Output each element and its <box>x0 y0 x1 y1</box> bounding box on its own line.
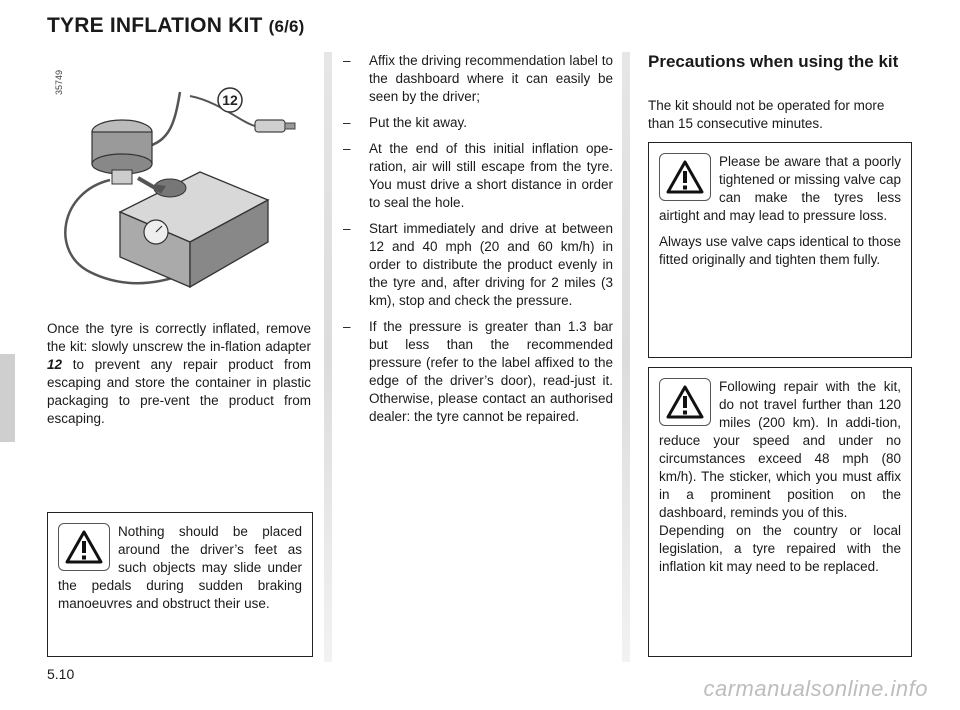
warning-text: Always use valve caps identical to those fitted originally and tighten them fully. <box>659 234 901 267</box>
list-dash: – <box>343 141 351 156</box>
warning-text: Nothing should be placed around the driver’s feet as such objects may slide under the pedals during sudden braking manoeuvres and obstruct their use. <box>58 524 302 611</box>
list-item-text: At the end of this initial inflation ope-ration, air will still escape from the tyre. You must drive a short distance in order to seal the hole. <box>369 141 613 210</box>
list-item-text: If the pressure is greater than 1.3 bar but less than the recommended pressure (refer to the label affixed to the edge of the driver’s door), read-just it. Otherwise, please contact an authorised dealer: the tyre cannot be repaired. <box>369 319 613 424</box>
list-item <box>343 140 613 212</box>
list-dash: – <box>343 115 351 130</box>
list-item <box>343 318 613 426</box>
figure-ref-number: 35749 <box>54 69 64 95</box>
warning-text: Depending on the country or local legislation, a tyre repaired with the inflation kit may need to be replaced. <box>659 523 901 574</box>
left-paragraph <box>47 320 311 428</box>
warning-triangle-icon <box>58 523 110 571</box>
section-tab <box>0 354 15 442</box>
list-dash: – <box>343 319 351 334</box>
warning-box-valve-caps <box>648 142 912 358</box>
title-text: TYRE INFLATION KIT <box>47 14 263 37</box>
list-item-text: Put the kit away. <box>369 115 468 130</box>
adapter-ref: 12 <box>47 357 63 372</box>
callout-label: 12 <box>222 92 238 108</box>
paragraph-part: Once the tyre is correctly inflated, remove the kit: slowly unscrew the in-flation adapter <box>47 321 311 354</box>
column-divider <box>622 52 630 662</box>
warning-triangle-icon <box>659 153 711 201</box>
warning-text: Please be aware that a poorly tightened or missing valve cap can make the tyres less airtight and may lead to pressure loss. <box>659 154 901 223</box>
list-dash: – <box>343 221 351 236</box>
page-title <box>47 14 305 38</box>
compressor-illustration-icon <box>50 82 308 302</box>
watermark: carmanualsonline.info <box>703 676 928 701</box>
paragraph-part: to prevent any repair product from escaping and store the container in plastic packaging to pre-vent the product from escaping. <box>47 357 311 426</box>
precautions-heading: Precautions when using the kit <box>648 52 899 71</box>
list-item <box>343 220 613 310</box>
list-item-text: Affix the driving recommendation label to the dashboard where it can easily be seen by the driver; <box>369 53 613 104</box>
warning-triangle-icon <box>659 378 711 426</box>
instruction-list <box>343 52 613 434</box>
tyre-inflation-kit-illustration <box>50 82 308 302</box>
column-divider <box>324 52 332 662</box>
list-item <box>343 114 613 132</box>
precautions-intro: The kit should not be operated for more than 15 consecutive minutes. <box>648 98 885 131</box>
warning-box-feet <box>47 512 313 657</box>
page-number: 5.10 <box>47 666 75 682</box>
list-dash: – <box>343 53 351 68</box>
warning-text: Following repair with the kit, do not travel further than 120 miles (200 km). In addi-tion, reduce your speed and under no circumstances exceed 48 mph (80 km/h). The sticker, which you must affix in a prominent position on the dashboard, reminds you of this. <box>659 379 901 520</box>
warning-box-speed-limit <box>648 367 912 657</box>
list-item <box>343 52 613 106</box>
title-part: (6/6) <box>268 17 305 36</box>
list-item-text: Start immediately and drive at between 12 and 40 mph (20 and 60 km/h) in order to distribute the product evenly in the tyre and, after driving for 2 miles (3 km), stop and check the pressure. <box>369 221 613 308</box>
